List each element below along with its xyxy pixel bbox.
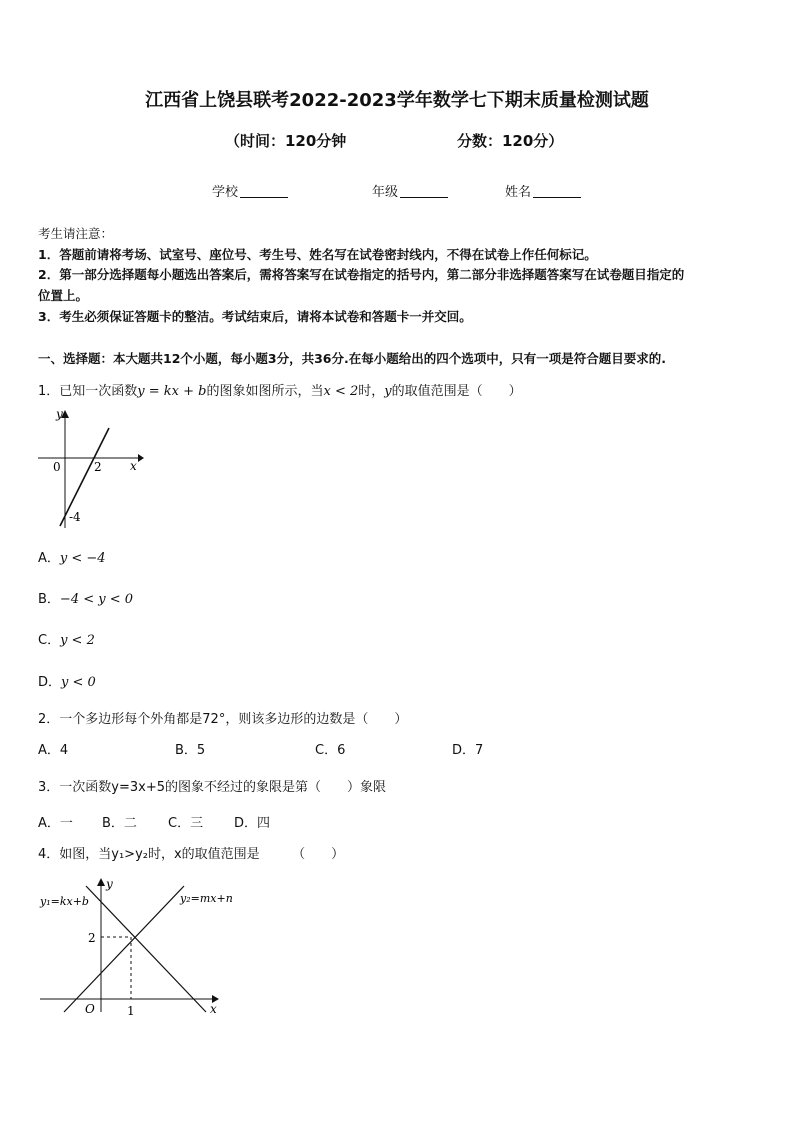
- q1-y-label: y: [56, 407, 63, 421]
- question-4: 4．如图，当y₁>y₂时，x的取值范围是 （ ）: [38, 847, 345, 862]
- option-expr: y < 0: [61, 675, 96, 690]
- q2-option-d[interactable]: D．7: [452, 743, 484, 758]
- q1-function: y = kx + b: [137, 384, 207, 399]
- q1-text-pre: 1．已知一次函数: [38, 384, 138, 399]
- q1-condition: x < 2: [323, 384, 359, 399]
- name-label: 姓名: [505, 185, 532, 200]
- question-2: 2．一个多边形每个外角都是72°，则该多边形的边数是（ ）: [38, 712, 408, 727]
- name-field: [505, 181, 581, 200]
- option-label: D．: [38, 675, 62, 690]
- exam-score: 分数：120分）: [457, 132, 564, 150]
- grade-label: 年级: [372, 185, 399, 200]
- q4-y1-label: y₁=kx+b: [40, 895, 89, 908]
- school-field: [212, 181, 288, 200]
- note-3: 3．考生必须保证答题卡的整洁。考试结束后，请将本试卷和答题卡一并交回。: [38, 309, 472, 324]
- q1-origin-label: 0: [53, 460, 61, 474]
- q1-option-a[interactable]: [38, 547, 106, 566]
- q3-option-a[interactable]: A．一: [38, 816, 73, 831]
- grade-field: [372, 181, 448, 200]
- q4-graph: [36, 872, 233, 1022]
- q1-x-arrow-icon: [138, 454, 144, 462]
- note-2b: 位置上。: [38, 288, 89, 303]
- section-1-heading: 一、选择题：本大题共12个小题，每小题3分，共36分.在每小题给出的四个选项中，只有一项是符合题目要求的.: [38, 351, 666, 366]
- q1-x-label: x: [130, 459, 137, 473]
- school-label: 学校: [212, 185, 239, 200]
- option-expr: y < 2: [60, 633, 95, 648]
- q4-y-label: y: [106, 877, 113, 891]
- q4-y-arrow-icon: [97, 878, 105, 886]
- q1-option-b[interactable]: [38, 588, 133, 607]
- q3-option-c[interactable]: C．三: [168, 816, 204, 831]
- question-3: 3．一次函数y=3x+5的图象不经过的象限是第（ ）象限: [38, 780, 386, 795]
- q1-line: [60, 428, 109, 526]
- q2-option-a[interactable]: A．4: [38, 743, 69, 758]
- q4-y2-label: y₂=mx+n: [180, 892, 233, 905]
- q1-text-mid2: 时，: [358, 384, 385, 399]
- q1-option-d[interactable]: [38, 671, 96, 690]
- q1-text-post: 的取值范围是（ ）: [391, 384, 522, 399]
- option-label: A．: [38, 551, 60, 566]
- q3-option-b[interactable]: B．二: [102, 816, 137, 831]
- q4-x-label: x: [210, 1002, 217, 1016]
- q1-option-c[interactable]: [38, 629, 95, 648]
- school-blank[interactable]: [240, 185, 288, 198]
- option-label: C．: [38, 633, 61, 648]
- q4-origin-label: O: [85, 1002, 95, 1016]
- q1-variable: y: [384, 384, 392, 399]
- q1-graph: [34, 404, 146, 532]
- option-label: B．: [38, 592, 60, 607]
- q3-option-d[interactable]: D．四: [234, 816, 271, 831]
- exam-time: （时间：120分钟: [225, 132, 347, 150]
- notes-heading: 考生请注意：: [38, 226, 114, 241]
- q4-ytick-label: 2: [88, 931, 96, 945]
- note-1: 1．答题前请将考场、试室号、座位号、考生号、姓名写在试卷密封线内，不得在试卷上作任何标记。: [38, 247, 597, 262]
- q4-xtick-label: 1: [127, 1004, 135, 1018]
- question-1: [38, 380, 522, 399]
- option-expr: −4 < y < 0: [59, 592, 134, 607]
- page-title: 江西省上饶县联考2022-2023学年数学七下期末质量检测试题: [145, 90, 649, 111]
- q2-option-c[interactable]: C．6: [315, 743, 346, 758]
- q1-y-intercept-label: -4: [69, 510, 81, 524]
- name-blank[interactable]: [533, 185, 581, 198]
- q1-text-mid: 的图象如图所示，当: [206, 384, 324, 399]
- grade-blank[interactable]: [400, 185, 448, 198]
- option-expr: y < −4: [59, 551, 106, 566]
- note-2a: 2．第一部分选择题每小题选出答案后，需将答案写在试卷指定的括号内，第二部分非选择题答案写在试卷题目指定的: [38, 267, 685, 282]
- q2-option-b[interactable]: B．5: [175, 743, 206, 758]
- q1-x-intercept-label: 2: [94, 460, 102, 474]
